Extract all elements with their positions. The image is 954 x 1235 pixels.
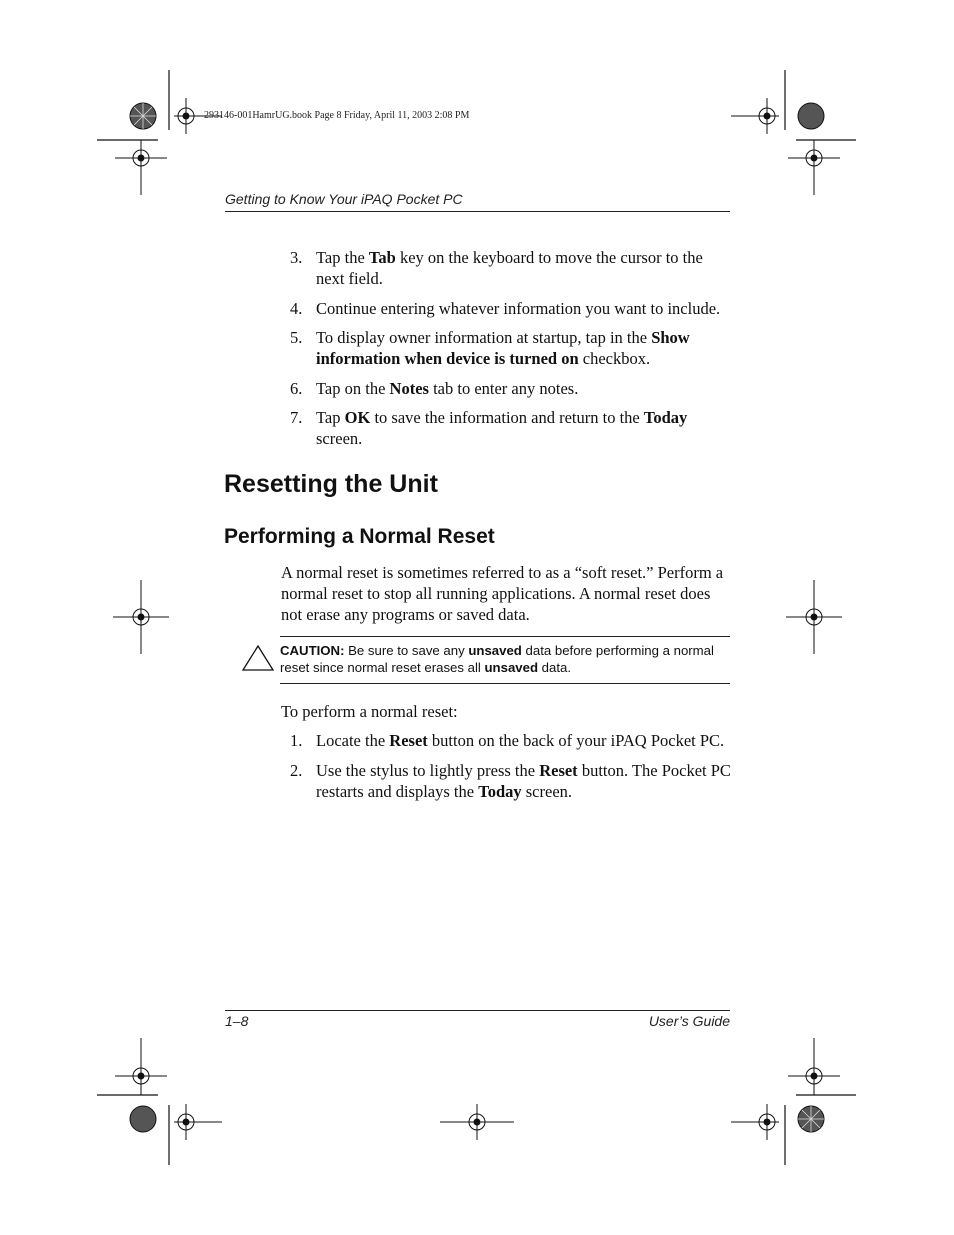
caution-note: CAUTION: Be sure to save any unsaved data before performing a normal reset since normal reset erases all unsaved data. xyxy=(280,643,714,675)
registration-mark-icon xyxy=(788,1038,840,1095)
list-item xyxy=(290,327,735,369)
steps-bottom-list xyxy=(290,730,735,810)
step-text: Locate the Reset button on the back of your iPAQ Pocket PC. xyxy=(316,731,725,750)
registration-mark-icon xyxy=(115,140,167,195)
caution-top-rule xyxy=(280,636,730,637)
list-item xyxy=(290,760,735,802)
lead-in: To perform a normal reset: xyxy=(281,702,458,721)
registration-mark-icon xyxy=(788,140,840,195)
step-number: 7. xyxy=(290,408,303,427)
step-text: Tap the Tab key on the keyboard to move the cursor to the next field. xyxy=(316,248,703,288)
list-item xyxy=(290,298,735,319)
section-heading: Resetting the Unit xyxy=(224,470,438,498)
caution-label: CAUTION: xyxy=(280,643,345,658)
registration-mark-icon xyxy=(731,98,779,134)
list-item xyxy=(290,247,735,289)
subsection-heading: Performing a Normal Reset xyxy=(224,525,495,548)
step-text: Tap on the Notes tab to enter any notes. xyxy=(316,378,579,398)
registration-mark-icon xyxy=(174,1104,222,1140)
registration-mark-icon xyxy=(440,1104,514,1140)
running-header: Getting to Know Your iPAQ Pocket PC xyxy=(225,191,463,207)
step-number: 6. xyxy=(290,378,303,398)
footer-title: User’s Guide xyxy=(648,1013,730,1029)
step-number: 2. xyxy=(290,760,303,780)
header-rule xyxy=(225,211,730,212)
caution-bottom-rule xyxy=(280,683,730,684)
step-number: 3. xyxy=(290,248,303,267)
list-item xyxy=(290,730,735,751)
step-number: 4. xyxy=(290,298,303,318)
star-target-icon xyxy=(130,1106,156,1132)
step-number: 5. xyxy=(290,328,303,347)
step-text: Tap OK to save the information and return to the Today screen. xyxy=(316,408,688,448)
caution-triangle-icon xyxy=(241,644,275,672)
page-number: 1–8 xyxy=(225,1013,249,1029)
star-target-icon xyxy=(798,103,824,129)
step-text: Use the stylus to lightly press the Reset button. The Pocket PC restarts and displays the Today screen. xyxy=(316,760,731,801)
registration-mark-icon xyxy=(113,580,169,654)
footer-rule xyxy=(225,1010,730,1011)
step-text: To display owner information at startup, tap in the Show information when device is turned on checkbox. xyxy=(316,328,690,368)
registration-mark-icon xyxy=(786,580,842,654)
step-number: 1. xyxy=(290,731,303,750)
intro-paragraph: A normal reset is sometimes referred to as a “soft reset.” Perform a normal reset to stop all running applications. A normal reset does not erase any programs or saved data. xyxy=(281,563,724,624)
list-item xyxy=(290,378,735,399)
registration-mark-icon xyxy=(731,1104,779,1140)
star-target-icon xyxy=(130,103,156,129)
print-info: 293146-001HamrUG.book Page 8 Friday, April 11, 2003 2:08 PM xyxy=(204,110,470,121)
registration-mark-icon xyxy=(115,1038,167,1095)
steps-top-list xyxy=(290,247,735,458)
step-text: Continue entering whatever information you want to include. xyxy=(316,298,721,318)
star-target-icon xyxy=(798,1106,824,1132)
list-item xyxy=(290,407,735,449)
